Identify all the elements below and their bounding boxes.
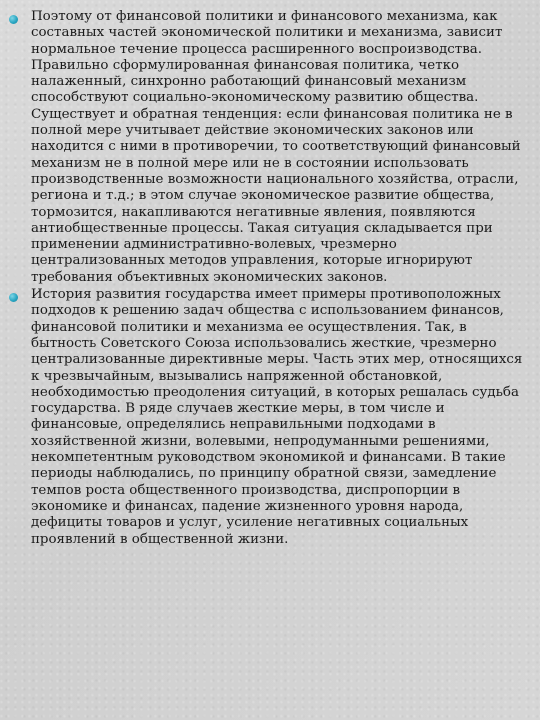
bullet-text: История развития государства имеет примеры противоположных подходов к решению задач общества с использованием финансов, финансовой политики и механизма ее осуществления. Так, в бытность Советского Союза использовались жесткие, чрезмерно централизованные директивные меры. Часть этих мер, относящихся к чрезвычайным, вызывались напряженной обстановкой, необходимостью преодоления ситуаций, в которых решалась судьба государства. В ряде случаев жесткие меры, в том числе и финансовые, определялись неправильными подходами в хозяйственной жизни, волевыми, непродуманными решениями, некомпетентным руководством экономикой и финансами. В такие периоды наблюдались, по принципу обратной связи, замедление темпов роста общественного производства, диспропорции в экономике и финансах, падение жизненного уровня народа, дефициты товаров и услуг, усиление негативных социальных проявлений в общественной жизни. [31, 287, 523, 547]
bullet-circle-icon [9, 293, 18, 302]
bullet-circle-icon [9, 15, 18, 24]
bullet-item-financial-policy [6, 9, 532, 286]
bullet-text: Поэтому от финансовой политики и финансового механизма, как составных частей экономической политики и механизма, зависит нормальное течение процесса расширенного воспроизводства. Правильно сформулированная финансовая политика, четко налаженный, синхронно работающий финансовый механизм способствуют социально-экономическому развитию общества. Существует и обратная тенденция: если финансовая политика не в полной мере учитывает действие экономических законов или находится с ними в противоречии, то соответствующий финансовый механизм не в полной мере или не в состоянии использовать производственные возможности национального хозяйства, отрасли, региона и т.д.; в этом случае экономическое развитие общества, тормозится, накапливаются негативные явления, появляются антиобщественные процессы. Такая ситуация складывается при применении административно-волевых, чрезмерно централизованных методов управления, которые игнорируют требования объективных экономических законов. [31, 9, 521, 285]
bullet-item-state-history [6, 287, 532, 548]
bullet-list [6, 9, 532, 549]
